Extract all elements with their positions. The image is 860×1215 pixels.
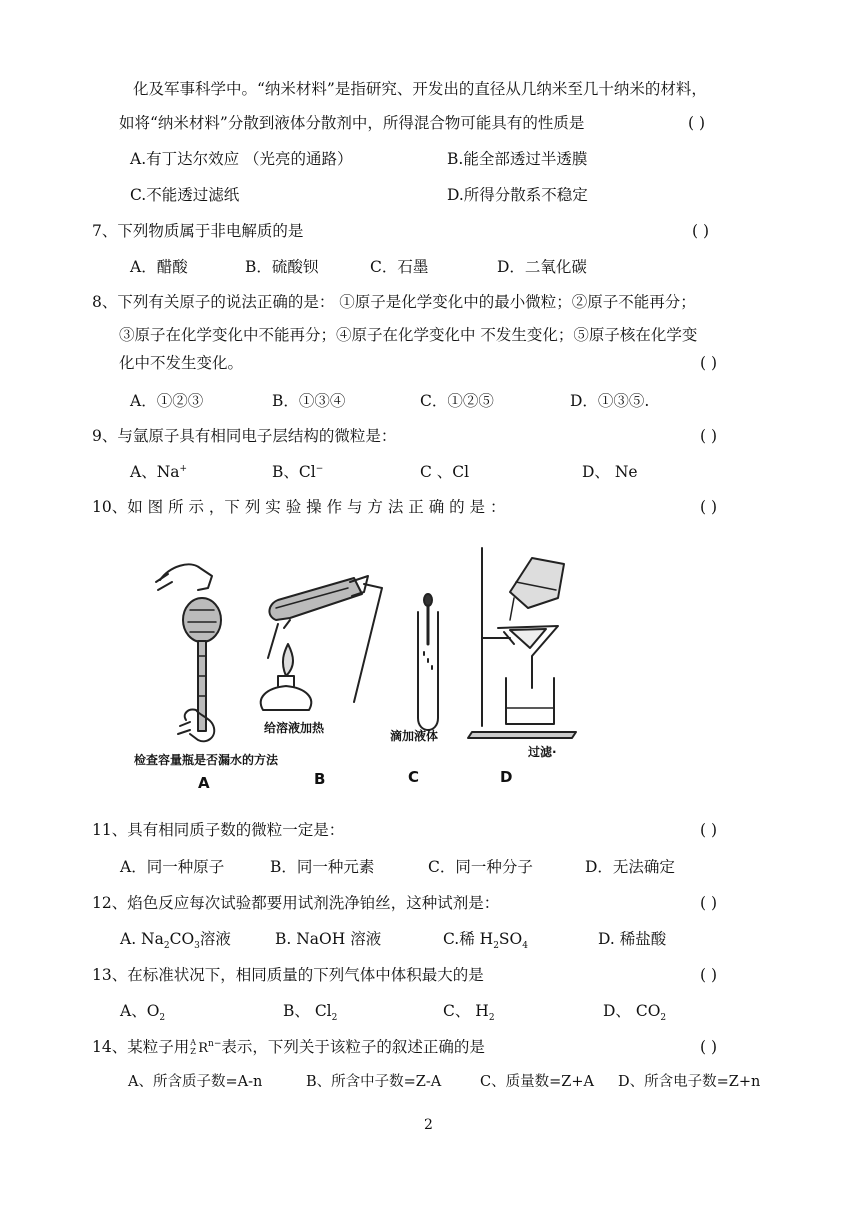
q9-option-c[interactable]: C 、Cl: [420, 463, 470, 481]
q14-option-d[interactable]: D、所含电子数=Z+n: [618, 1074, 761, 1090]
q8-stem-line2: ③原子在化学变化中不能再分；④原子在化学变化中 不发生变化；⑤原子核在化学变: [119, 326, 698, 344]
q9-answer-blank[interactable]: ( ): [700, 427, 718, 445]
q10-answer-blank[interactable]: ( ): [700, 498, 718, 516]
q13-option-a[interactable]: A、$O_2$: [120, 1002, 166, 1024]
q6-stem-line1: 化及军事科学中。“纳米材料”是指研究、开发出的直径从几纳米至几十纳米的材料，: [133, 80, 707, 98]
caption-d: 过滤·: [528, 745, 557, 759]
label-a: A: [198, 774, 210, 792]
q12-option-d[interactable]: D. 稀盐酸: [598, 930, 667, 948]
q12-option-a[interactable]: A. $Na_2CO_3$溶液: [120, 930, 231, 952]
q14-stem: 14、某粒子用 A Z $R^{n-}$表示，下列关于该粒子的叙述正确的是: [92, 1038, 485, 1056]
q7-option-b[interactable]: B．硫酸钡: [245, 258, 319, 276]
caption-b: 给溶液加热: [264, 721, 325, 735]
q9-option-d[interactable]: D、 Ne: [582, 463, 638, 481]
q14-option-b[interactable]: B、所含中子数=Z-A: [306, 1074, 442, 1090]
label-d: D: [500, 768, 513, 786]
q10-lab-figure: [128, 538, 588, 803]
q14-option-c[interactable]: C、质量数=Z+A: [480, 1074, 594, 1090]
q7-option-a[interactable]: A．醋酸: [130, 258, 188, 276]
q11-option-b[interactable]: B．同一种元素: [270, 858, 375, 876]
label-b: B: [314, 770, 326, 788]
q12-option-b[interactable]: B. NaOH 溶液: [275, 930, 382, 948]
q6-stem-line2: 如将“纳米材料”分散到液体分散剂中，所得混合物可能具有的性质是: [119, 114, 585, 132]
caption-a: 检查容量瓶是否漏水的方法: [134, 753, 279, 767]
q12-option-c[interactable]: C.稀 $H_2SO_4$: [443, 930, 528, 952]
label-c: C: [408, 768, 420, 786]
q11-option-c[interactable]: C．同一种分子: [428, 858, 533, 876]
q6-answer-blank[interactable]: ( ): [688, 114, 706, 132]
dropper-test-tube-drawing: [418, 594, 438, 730]
q10-stem: 10、如 图 所 示 ，下 列 实 验 操 作 与 方 法 正 确 的 是 ：: [92, 498, 506, 516]
q12-answer-blank[interactable]: ( ): [700, 894, 718, 912]
q11-answer-blank[interactable]: ( ): [700, 821, 718, 839]
q9-stem: 9、与氩原子具有相同电子层结构的微粒是：: [92, 427, 397, 445]
filtration-apparatus-drawing: [468, 548, 576, 738]
q7-answer-blank[interactable]: ( ): [692, 222, 710, 240]
q8-stem-line1: 8、下列有关原子的说法正确的是： ①原子是化学变化中的最小微粒；②原子不能再分；: [92, 293, 696, 311]
q13-option-b[interactable]: B、 $Cl_2$: [283, 1002, 338, 1024]
spirit-lamp-drawing: [261, 576, 382, 710]
q8-option-a[interactable]: A．①②③: [130, 392, 204, 410]
q14-answer-blank[interactable]: ( ): [700, 1038, 718, 1056]
caption-c: 滴加液体: [390, 729, 439, 743]
q7-stem: 7、下列物质属于非电解质的是: [92, 222, 304, 240]
q12-stem: 12、焰色反应每次试验都要用试剂洗净铂丝，这种试剂是：: [92, 894, 500, 912]
q11-option-d[interactable]: D．无法确定: [585, 858, 675, 876]
q9-option-b[interactable]: B、Cl−: [272, 463, 324, 481]
q8-option-d[interactable]: D．①③⑤.: [570, 392, 650, 410]
q13-answer-blank[interactable]: ( ): [700, 966, 718, 984]
q7-option-d[interactable]: D．二氧化碳: [497, 258, 587, 276]
q13-option-c[interactable]: C、 $H_2$: [443, 1002, 495, 1024]
q8-answer-blank[interactable]: ( ): [700, 354, 718, 372]
volumetric-flask-drawing: [156, 564, 221, 741]
lab-apparatus-illustration: [128, 538, 588, 803]
q8-option-b[interactable]: B．①③④: [272, 392, 346, 410]
atomic-number-sub: Z: [190, 1047, 196, 1056]
q6-option-c[interactable]: C.不能透过滤纸: [130, 186, 240, 204]
q13-stem: 13、在标准状况下，相同质量的下列气体中体积最大的是: [92, 966, 484, 984]
mass-number-sup: A: [190, 1038, 197, 1047]
q11-option-a[interactable]: A．同一种原子: [120, 858, 225, 876]
q11-stem: 11、具有相同质子数的微粒一定是：: [92, 821, 345, 839]
q7-option-c[interactable]: C．石墨: [370, 258, 429, 276]
q6-option-a[interactable]: A.有丁达尔效应 （光亮的通路）: [130, 150, 353, 168]
q13-option-d[interactable]: D、 $CO_2$: [603, 1002, 667, 1024]
q6-option-d[interactable]: D.所得分散系不稳定: [447, 186, 588, 204]
page-number: 2: [424, 1117, 433, 1133]
q8-option-c[interactable]: C．①②⑤: [420, 392, 494, 410]
q8-stem-line3: 化中不发生变化。: [119, 354, 244, 372]
q6-option-b[interactable]: B.能全部透过半透膜: [447, 150, 588, 168]
q9-option-a[interactable]: A、Na+: [130, 463, 188, 481]
q14-option-a[interactable]: A、所含质子数=A-n: [128, 1074, 263, 1090]
